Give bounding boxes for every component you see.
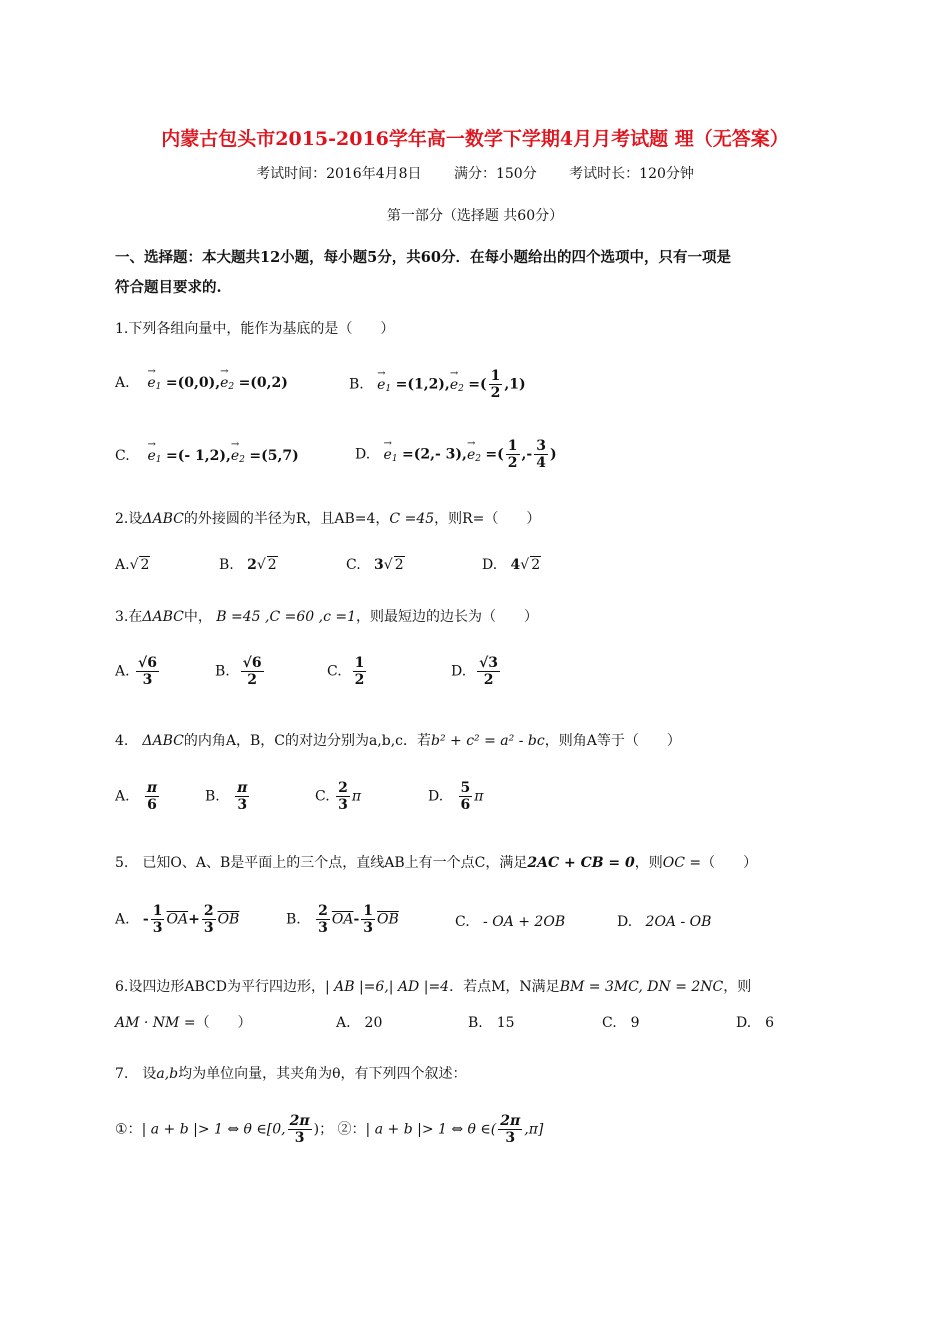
- question-1-option-d: D. → e1 =(2,- 3),→ e2 =( $\frac{1}{2}$ ,- $\frac{3}{4}$ ): [355, 438, 557, 471]
- question-1-option-a: A. → e1 =(0,0),→ e2 =(0,2): [115, 375, 288, 392]
- question-2-option-a: A.√ 2: [115, 557, 150, 573]
- question-4-option-d: D. $\frac{5}{6}$ π: [428, 780, 484, 814]
- exam-score: 满分：150分: [453, 166, 537, 182]
- exam-duration: 考试时长：120分钟: [569, 166, 694, 182]
- question-1-option-b: B. → e1 =(1,2),→ e2 =( $\frac{1}{2}$ ,1): [349, 368, 526, 401]
- question-6-option-d: D. 6: [736, 1015, 775, 1031]
- question-5-option-c: C. - OA + 2OB: [455, 914, 566, 930]
- question-2-option-d: D. 4√ 2: [482, 557, 541, 573]
- question-2-option-c: C. 3√ 2: [346, 557, 404, 573]
- question-5-stem: 5. 已知O、A、B是平面上的三个点，直线AB上有一个点C，满足2AC + CB = 0，则OC =（ ）: [115, 855, 758, 871]
- part-title: 第一部分（选择题 共60分）: [386, 208, 564, 224]
- question-6-option-b: B. 15: [468, 1015, 515, 1031]
- question-2-stem: 2.设ΔABC的外接圆的半径为R，且AB=4，C =45，则R=（ ）: [115, 511, 541, 527]
- question-7-stem: 7. 设a,b均为单位向量，其夹角为θ，有下列四个叙述：: [115, 1066, 467, 1082]
- question-3-option-d: D. $\frac{√3}{2}$: [451, 655, 499, 689]
- question-5-option-d: D. 2OA - OB: [617, 914, 712, 930]
- question-3-option-c: C. $\frac{1}{2}$: [327, 655, 365, 689]
- question-5-option-a: A. - $\frac{1}{3}$ $\overline{OA}+$ $\frac{2}{3}$ $\overline{OB}$: [115, 903, 240, 937]
- question-4-stem: 4. ΔABC的内角A，B，C的对边分别为a,b,c．若b² + c² = a² - bc，则角A等于（ ）: [115, 733, 681, 749]
- question-5-option-b: B. $\frac{2}{3}$ $\overline{OA}-$ $\frac{1}{3}$ $\overline{OB}$: [286, 903, 399, 937]
- exam-info: [0, 163, 950, 183]
- question-3-option-b: B. $\frac{√6}{2}$: [215, 655, 262, 689]
- section-heading-line1: 一、选择题：本大题共12小题，每小题5分，共60分．在每小题给出的四个选项中，只有一项是: [115, 249, 731, 266]
- question-4-option-a: A. $\frac{\pi}{6}$: [115, 780, 158, 814]
- question-1-stem: 1.下列各组向量中，能作为基底的是（ ）: [115, 321, 395, 337]
- page-title: 内蒙古包头市2015-2016学年高一数学下学期4月月考试题 理（无答案）: [161, 128, 789, 150]
- question-4-option-b: B. $\frac{\pi}{3}$: [205, 780, 248, 814]
- question-6-line2: AM · NM =（ ）: [115, 1015, 252, 1031]
- question-1-option-c: C. → e1 =(- 1,2),→ e2 =(5,7): [115, 448, 299, 465]
- question-6-option-a: A. 20: [336, 1015, 383, 1031]
- question-2-option-b: B. 2√ 2: [219, 557, 277, 573]
- question-6-stem: 6.设四边形ABCD为平行四边形，| AB |=6,| AD |=4．若点M，N满足BM = 3MC, DN = 2NC，则: [115, 979, 752, 995]
- question-6-option-c: C. 9: [602, 1015, 640, 1031]
- section-heading-line2: 符合题目要求的.: [115, 279, 222, 296]
- question-7-statements: ①：| a + b |> 1 ⇔ θ ∈[0, $\frac{2\pi}{3}$ )； ②：| a + b |> 1 ⇔ θ ∈( $\frac{2\pi}{3}$ ,π]: [115, 1113, 544, 1147]
- question-4-option-c: C. $\frac{2}{3}$ π: [315, 780, 362, 814]
- question-3-stem: 3.在ΔABC中， B =45 ,C =60 ,c =1，则最短边的边长为（ ）: [115, 609, 539, 625]
- question-3-option-a: A. $\frac{√6}{3}$: [115, 655, 157, 689]
- exam-time: 考试时间：2016年4月8日: [256, 166, 422, 182]
